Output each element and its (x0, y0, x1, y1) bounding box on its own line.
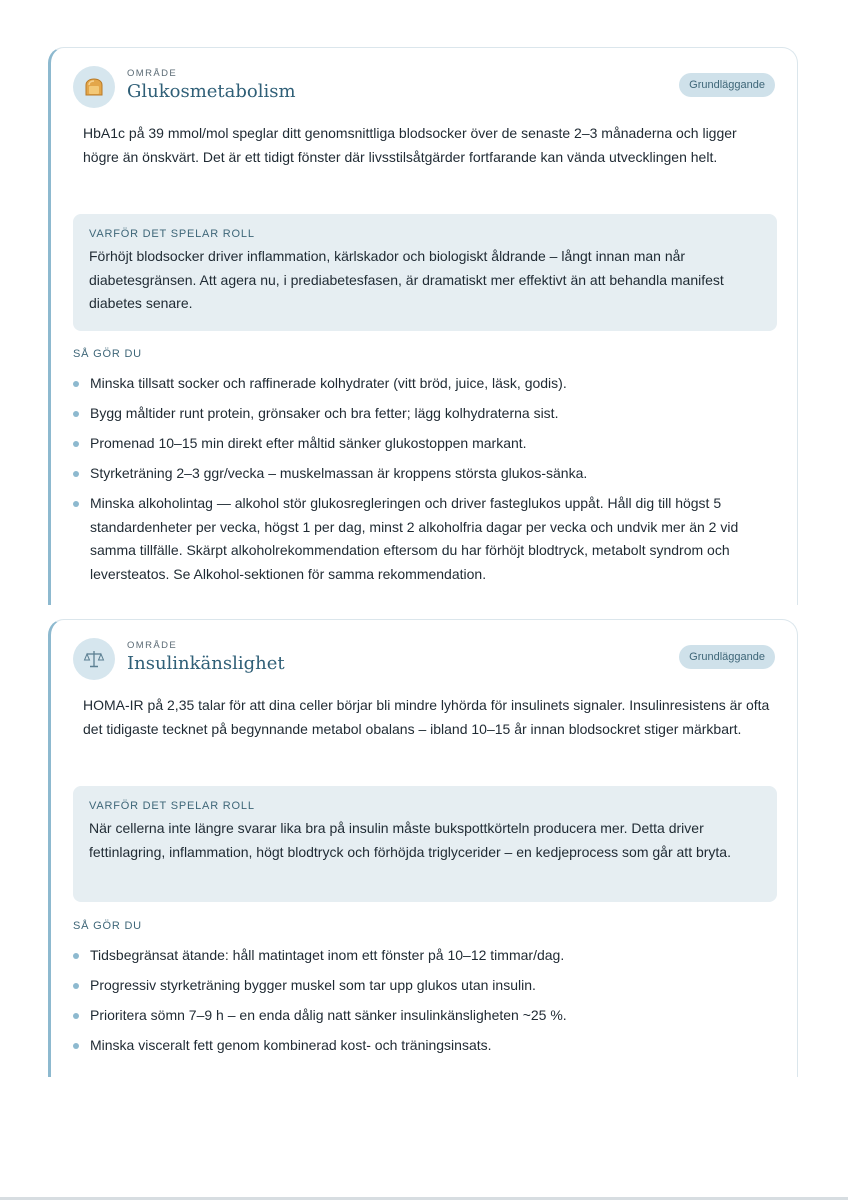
why-label: VARFÖR DET SPELAR ROLL (89, 800, 255, 812)
list-item-text: Tidsbegränsat ätande: håll matintaget inom ett fönster på 10–12 timmar/dag. (90, 947, 565, 963)
list-item-text: Styrketräning 2–3 ggr/vecka – muskelmassan är kroppens största glukos-sänka. (90, 465, 588, 481)
list-item-text: Promenad 10–15 min direkt efter måltid sänker glukostoppen markant. (90, 435, 527, 451)
list-item (73, 372, 777, 396)
bullet-icon (73, 983, 79, 989)
intro-text: HbA1c på 39 mmol/mol speglar ditt genomsnittliga blodsocker över de senaste 2–3 månaderna och ligger högre än önskvärt. Det är ett tidigt fönster där livsstilsåtgärder fortfarande kan vända utvecklingen helt. (83, 125, 737, 165)
bullet-icon (73, 471, 79, 477)
list-item (73, 1034, 777, 1058)
area-kicker: OMRÅDE (127, 68, 178, 79)
list-item-text: Minska tillsatt socker och raffinerade kolhydrater (vitt bröd, juice, läsk, godis). (90, 375, 567, 391)
area-card-insulinkanslighet (48, 619, 798, 1077)
list-item-text: Prioritera sömn 7–9 h – en enda dålig natt sänker insulinkänsligheten ~25 %. (90, 1007, 567, 1023)
list-item (73, 402, 777, 426)
list-item-text: Bygg måltider runt protein, grönsaker och bra fetter; lägg kolhydraterna sist. (90, 405, 559, 421)
todo-list (73, 944, 777, 1064)
list-item (73, 974, 777, 998)
intro-text: HOMA-IR på 2,35 talar för att dina celler börjar bli mindre lyhörda för insulinets signaler. Insulinresistens är ofta det tidigaste tecknet på begynnande metabol obalans – ibland 10–15 år innan blodsockret stiger märkbart. (83, 697, 770, 737)
why-text: När cellerna inte längre svarar lika bra på insulin måste bukspottkörteln producera mer. Detta driver fettinlagring, inflammation, högt blodtryck och förhöjda triglycerider – en kedjeprocess som går att bryta. (89, 820, 731, 860)
why-it-matters-box (73, 786, 777, 902)
todo-label: SÅ GÖR DU (73, 920, 142, 932)
area-title: Insulinkänslighet (127, 653, 285, 674)
why-it-matters-box (73, 214, 777, 331)
level-badge: Grundläggande (679, 645, 775, 669)
bullet-icon (73, 501, 79, 507)
todo-label: SÅ GÖR DU (73, 348, 142, 360)
bullet-icon (73, 381, 79, 387)
list-item (73, 432, 777, 456)
bullet-icon (73, 441, 79, 447)
level-badge: Grundläggande (679, 73, 775, 97)
bullet-icon (73, 1013, 79, 1019)
list-item (73, 492, 777, 586)
bullet-icon (73, 953, 79, 959)
todo-list (73, 372, 777, 593)
list-item (73, 462, 777, 486)
bullet-icon (73, 1043, 79, 1049)
list-item-text: Minska visceralt fett genom kombinerad kost- och träningsinsats. (90, 1037, 492, 1053)
area-title: Glukosmetabolism (127, 81, 296, 102)
area-kicker: OMRÅDE (127, 640, 178, 651)
card-header (73, 66, 775, 110)
bread-icon (73, 66, 115, 108)
why-text: Förhöjt blodsocker driver inflammation, kärlskador och biologiskt åldrande – långt innan man når diabetesgränsen. Att agera nu, i prediabetesfasen, är dramatiskt mer effektivt än att behandla manifest diabetes senare. (89, 248, 724, 311)
scales-icon (73, 638, 115, 680)
list-item-text: Minska alkoholintag — alkohol stör glukosregleringen och driver fasteglukos uppåt. Håll dig till högst 5 standardenheter per vecka, högst 1 per dag, minst 2 alkoholfria dagar per vecka och undvik mer än 2 vid samma tillfälle. Skärpt alkoholrekommendation eftersom du har förhöjt blodtryck, metabolt syndrom och leversteatos. Se Alkohol-sektionen för samma rekommendation. (90, 495, 739, 582)
card-header (73, 638, 775, 682)
list-item (73, 944, 777, 968)
why-label: VARFÖR DET SPELAR ROLL (89, 228, 255, 240)
list-item (73, 1004, 777, 1028)
area-card-glukosmetabolism (48, 47, 798, 605)
list-item-text: Progressiv styrketräning bygger muskel som tar upp glukos utan insulin. (90, 977, 536, 993)
bullet-icon (73, 411, 79, 417)
